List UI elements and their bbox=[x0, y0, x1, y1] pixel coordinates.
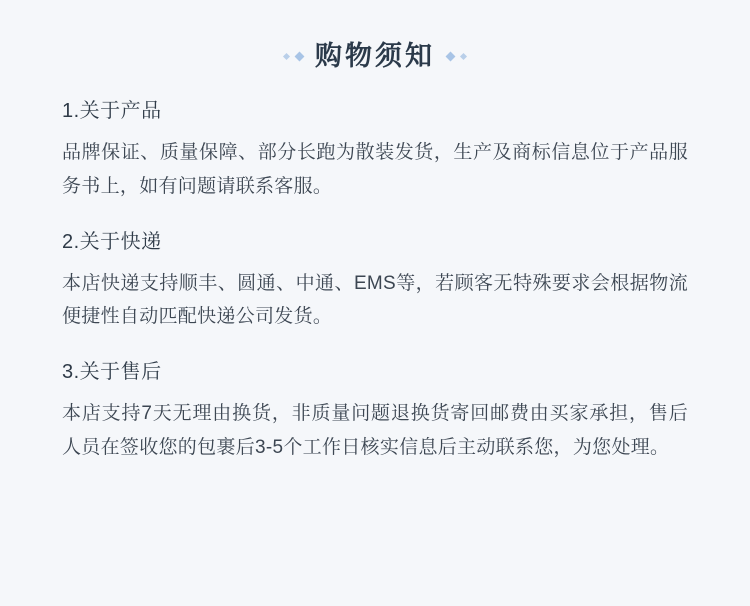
section-heading: 1.关于产品 bbox=[62, 100, 162, 123]
diamond-dot-icon bbox=[446, 51, 456, 61]
section-body: 本店支持7天无理由换货，非质量问题退换货寄回邮费由买家承担，售后人员在签收您的包裹后3-5个工作日核实信息后主动联系您，为您处理。 bbox=[62, 403, 688, 458]
notice-section-product bbox=[62, 98, 688, 203]
diamond-dot-icon bbox=[283, 53, 290, 60]
section-body: 品牌保证、质量保障、部分长跑为散装发货，生产及商标信息位于产品服务书上，如有问题请联系客服。 bbox=[62, 142, 688, 197]
page-title-row bbox=[0, 0, 750, 80]
section-heading: 3.关于售后 bbox=[62, 361, 162, 384]
diamond-decoration-right bbox=[447, 53, 466, 60]
section-heading: 2.关于快递 bbox=[62, 230, 162, 253]
section-body: 本店快递支持顺丰、圆通、中通、EMS等，若顾客无特殊要求会根据物流便捷性自动匹配快递公司发货。 bbox=[62, 272, 688, 328]
diamond-dot-icon bbox=[460, 53, 467, 60]
diamond-decoration-left bbox=[284, 53, 303, 60]
notice-section-shipping bbox=[62, 229, 688, 334]
page-title: 购物须知 bbox=[315, 41, 435, 71]
diamond-dot-icon bbox=[295, 51, 305, 61]
notice-sections bbox=[0, 80, 750, 464]
notice-section-aftersales bbox=[62, 359, 688, 464]
